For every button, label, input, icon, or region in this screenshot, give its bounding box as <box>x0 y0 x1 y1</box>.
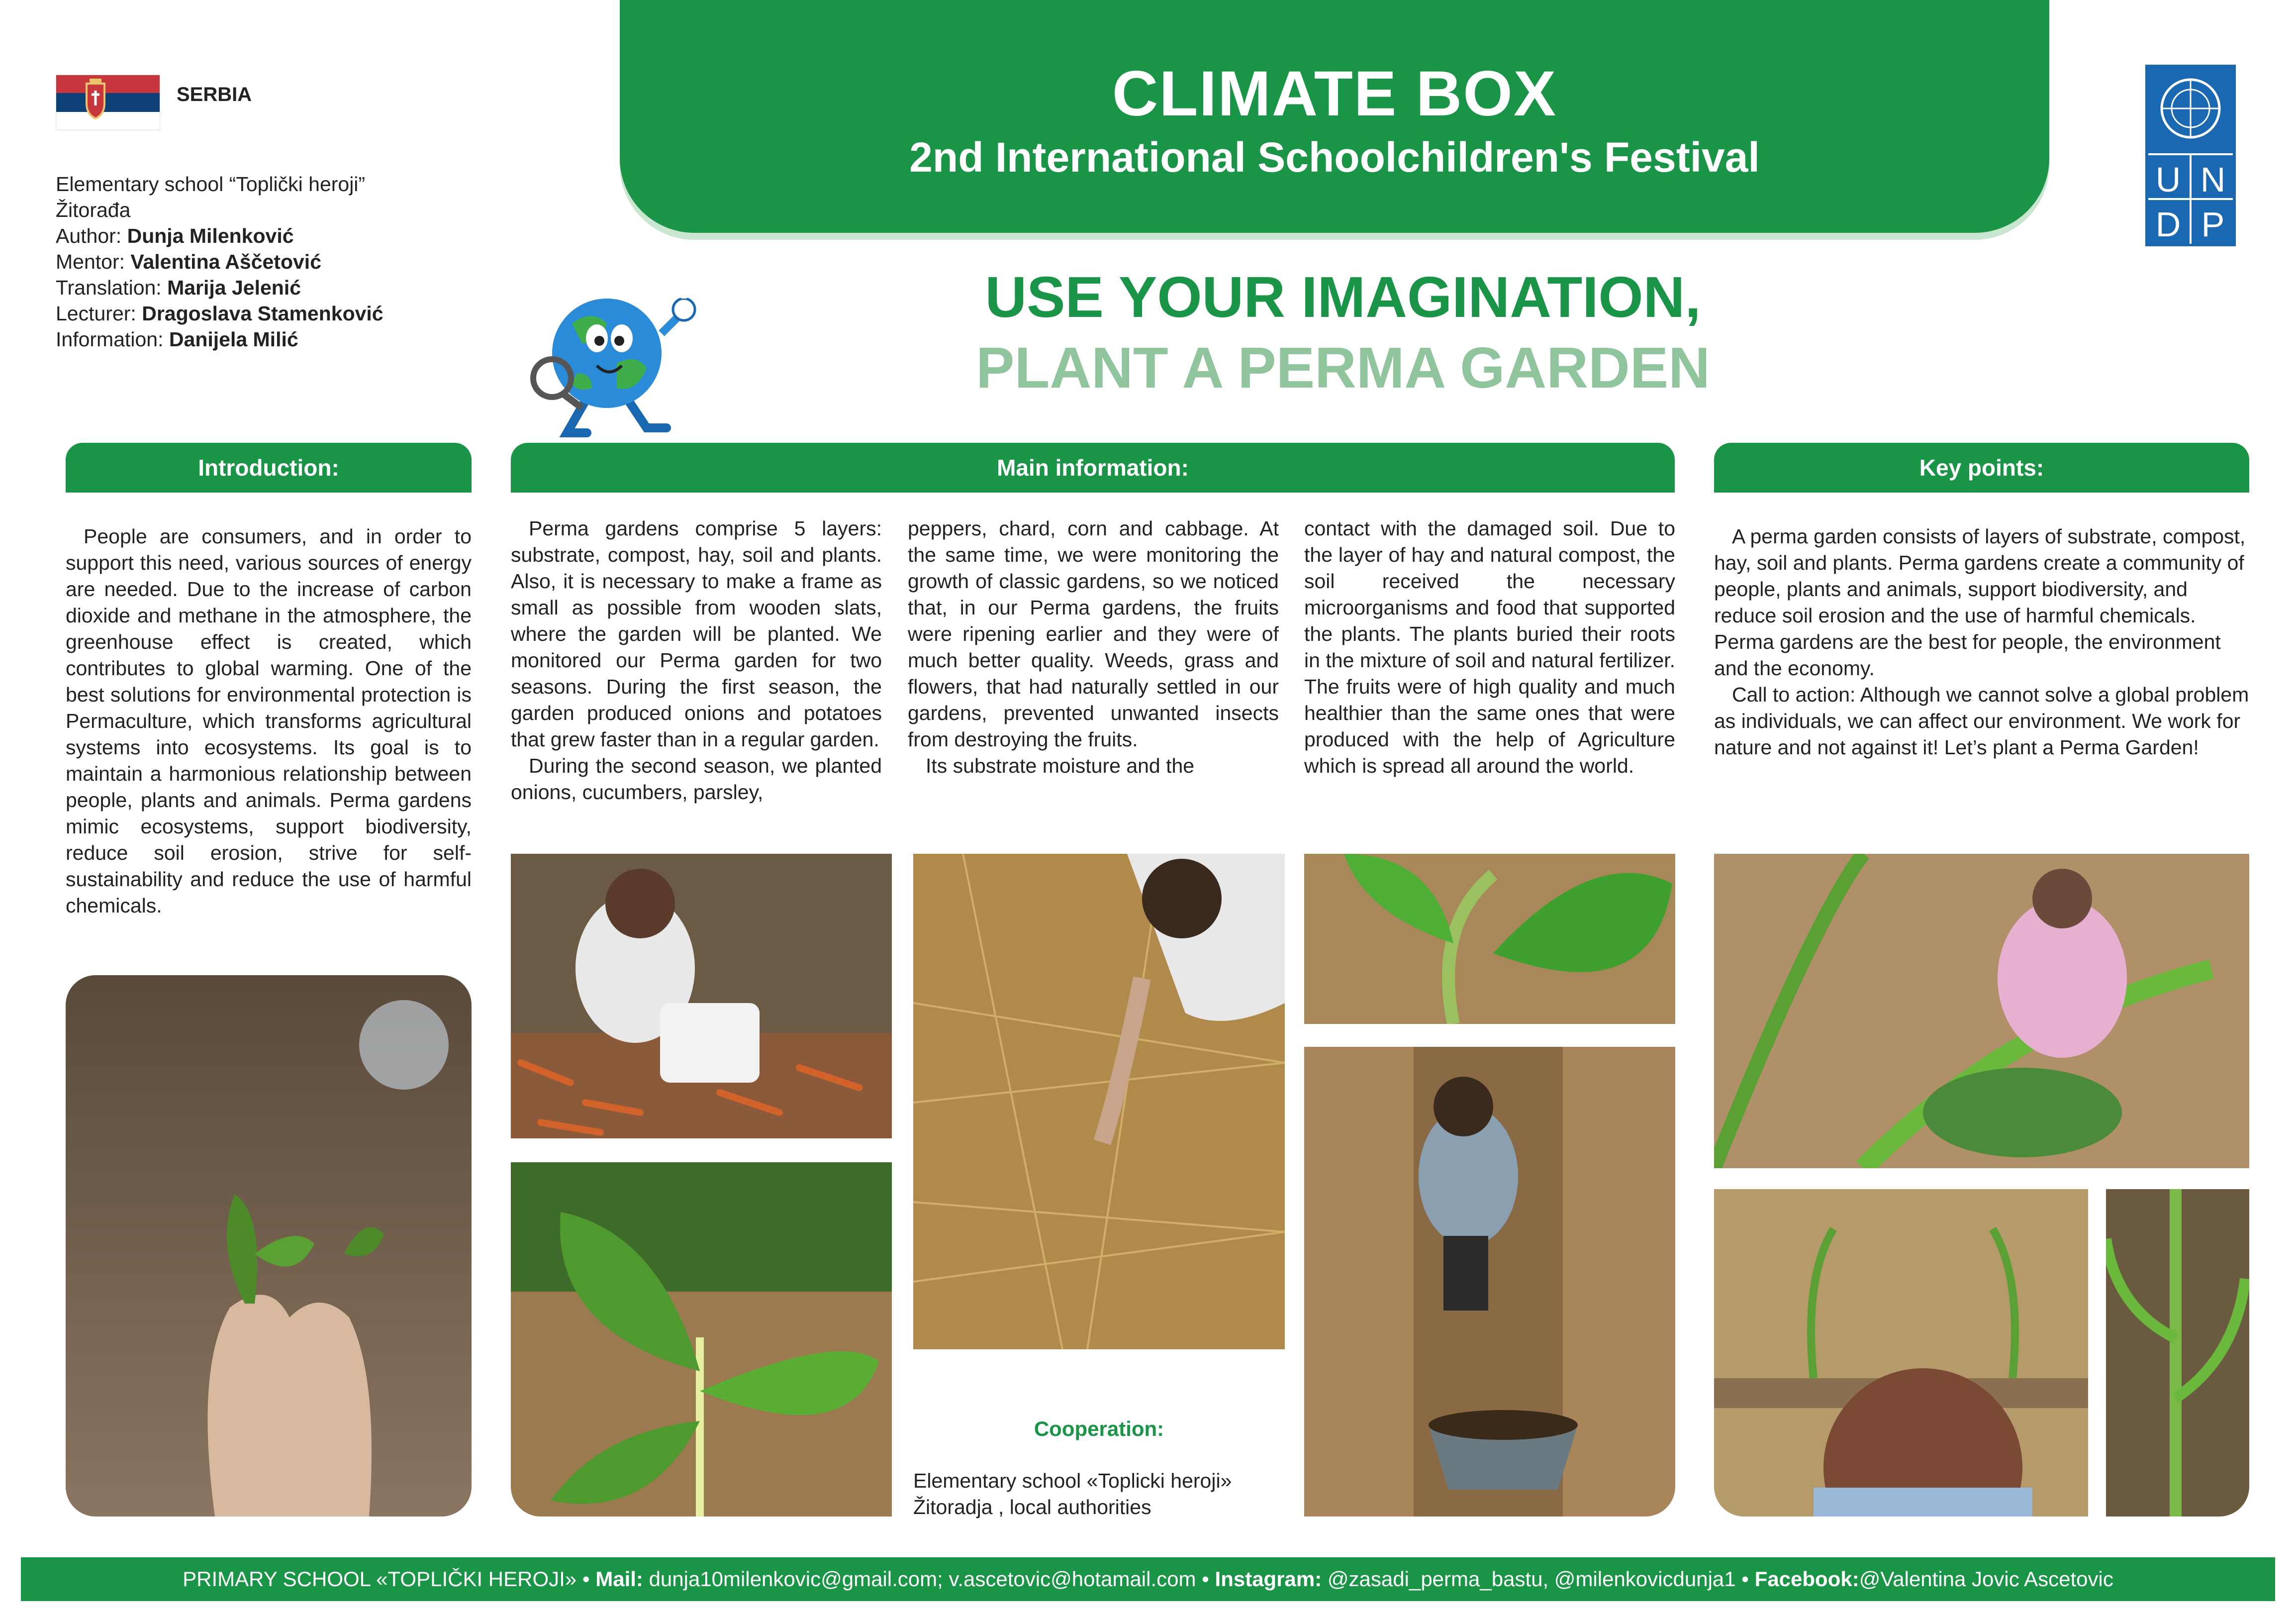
information-line <box>56 326 383 352</box>
undp-letter-d: D <box>2155 205 2181 244</box>
main-info-column-2 <box>908 515 1279 779</box>
main-information-heading: Main information: <box>511 443 1675 493</box>
school-name: Elementary school “Toplički heroji” <box>56 173 366 196</box>
photo-girl-watching-plants <box>1714 1189 2088 1517</box>
lecturer-line <box>56 301 383 326</box>
mentor-line <box>56 249 383 275</box>
lecturer-name: Dragoslava Stamenković <box>142 302 383 325</box>
mentor-label: Mentor: <box>56 250 125 273</box>
main-title-line1: USE YOUR IMAGINATION, <box>985 265 1701 329</box>
footer-school: PRIMARY SCHOOL «TOPLIČKI HEROJI» • <box>183 1567 590 1591</box>
country-label: SERBIA <box>177 84 252 105</box>
main-info-paragraph: Its substrate moisture and the <box>926 754 1195 777</box>
main-info-column-3 <box>1304 515 1675 779</box>
main-info-paragraph: Perma gardens comprise 5 layers: substrate, compost, hay, soil and plants. Also, it is necessary to make a frame as small as possible from wooden slats, where the garden will be planted. We monitored our Perma garden for two seasons. During the first season, the garden produced onions and potatoes that grew faster than in a regular garden. <box>511 517 882 751</box>
photo-chard-plant <box>511 1162 892 1517</box>
main-info-column-1 <box>511 515 882 806</box>
cooperation-text: Elementary school «Toplicki heroji» Žitoradja , local authorities <box>913 1469 1232 1518</box>
footer-instagram[interactable]: @zasadi_perma_bastu, @milenkovicdunja1 • <box>1327 1567 1749 1591</box>
translation-name: Marija Jelenić <box>167 276 301 299</box>
introduction-paragraph: People are consumers, and in order to support this need, various sources of energy are needed. Due to the increase of carbon dioxide and methane in the atmosphere, the greenhouse effect is created, which contributes to global warming. One of the best solutions for environmental protection is Permaculture, which transforms agricultural systems into ecosystems. Its goal is to maintain a harmonious relationship between people, plants and animals. Perma gardens mimic ecosystems, support biodiversity, reduce soil erosion, strive for self-sustainability and reduce the use of harmful chemicals. <box>66 525 472 917</box>
credits-block <box>56 171 383 352</box>
key-points-heading: Key points: <box>1714 443 2249 493</box>
footer-mail-label: Mail: <box>595 1567 643 1591</box>
undp-letter-n: N <box>2200 160 2226 199</box>
author-line <box>56 223 383 249</box>
footer-mail[interactable]: dunja10milenkovic@gmail.com; v.ascetovic@hotamail.com • <box>649 1567 1209 1591</box>
introduction-text <box>66 523 472 919</box>
main-info-paragraph: peppers, chard, corn and cabbage. At the same time, we were monitoring the growth of classic gardens, so we noticed that, in our Perma gardens, the fruits were ripening earlier and they were of much better quality. Weeds, grass and flowers, that had naturally settled in our gardens, prevented unwanted insects from destroying the fruits. <box>908 517 1279 751</box>
undp-letter-p: P <box>2201 205 2225 244</box>
translation-label: Translation: <box>56 276 162 299</box>
photo-carrot-harvest <box>511 854 892 1138</box>
footer-facebook[interactable]: @Valentina Jovic Ascetovic <box>1859 1567 2113 1591</box>
photo-corn-stalks <box>2106 1189 2249 1517</box>
main-title-line2: PLANT A PERMA GARDEN <box>976 335 1710 400</box>
photo-corn-and-cabbage <box>1714 854 2249 1168</box>
main-info-paragraph: contact with the damaged soil. Due to the layer of hay and natural compost, the soil received the necessary microorganisms and food that supported the plants. The plants buried their roots in the mixture of soil and natural fertilizer. The fruits were of high quality and much healthier than the same ones that were produced with the help of Agriculture which is spread all around the world. <box>1304 517 1675 777</box>
photo-wheelbarrow-soil <box>1304 1047 1675 1517</box>
header-subtitle: 2nd International Schoolchildren's Festival <box>909 134 1760 181</box>
header-title: CLIMATE BOX <box>1112 58 1557 129</box>
earth-mascot-icon <box>517 279 706 443</box>
photo-spreading-hay <box>913 854 1285 1349</box>
cooperation-heading: Cooperation: <box>1034 1417 1164 1440</box>
footer-instagram-label: Instagram: <box>1215 1567 1322 1591</box>
information-label: Information: <box>56 328 164 351</box>
mentor-name: Valentina Aščetović <box>130 250 322 273</box>
serbia-flag-icon <box>56 75 160 130</box>
footer-bar <box>21 1557 2275 1601</box>
school-town: Žitorađa <box>56 199 131 221</box>
undp-logo <box>2145 65 2236 246</box>
undp-letter-u: U <box>2155 160 2181 199</box>
lecturer-label: Lecturer: <box>56 302 136 325</box>
key-points-text <box>1714 523 2249 761</box>
footer-facebook-label: Facebook: <box>1754 1567 1859 1591</box>
main-info-paragraph: During the second season, we planted onions, cucumbers, parsley, <box>511 754 882 804</box>
author-name: Dunja Milenković <box>127 224 294 247</box>
introduction-heading: Introduction: <box>66 443 472 493</box>
information-name: Danijela Milić <box>169 328 298 351</box>
key-points-paragraph: Call to action: Although we cannot solve a global problem as individuals, we can affect our environment. We work for nature and not against it! Let’s plant a Perma Garden! <box>1714 683 2249 759</box>
author-label: Author: <box>56 224 122 247</box>
photo-seedling-in-hand <box>66 975 472 1517</box>
photo-large-leaf <box>1304 854 1675 1024</box>
translation-line <box>56 275 383 301</box>
key-points-paragraph: A perma garden consists of layers of substrate, compost, hay, soil and plants. Perma gardens create a community of people, plants and animals, support biodiversity, and reduce soil erosion and the use of harmful chemicals. Perma gardens are the best for people, the environment and the economy. <box>1714 525 2246 680</box>
